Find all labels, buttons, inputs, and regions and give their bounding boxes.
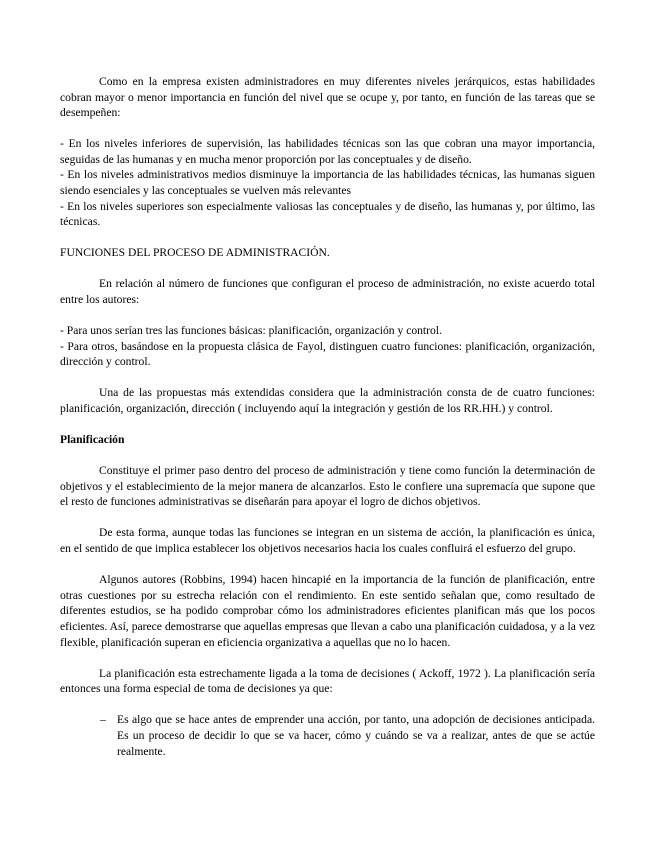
- planning-paragraph-4: La planificación esta estrechamente ligada a la toma de decisiones ( Ackoff, 1972 ). La planificación sería entonces una forma especial de toma de decisiones ya que:: [60, 666, 595, 696]
- levels-list: [60, 136, 595, 230]
- dash-bullet-icon: –: [100, 713, 106, 727]
- level-item: - En los niveles inferiores de supervisión, las habilidades técnicas son las que cobran una mayor importancia, seguidas de las humanas y en mucha menor proporción por las conceptuales y de diseño.: [60, 137, 595, 166]
- level-item: - En los niveles administrativos medios disminuye la importancia de las habilidades técnicas, las humanas siguen siendo esenciales y las conceptuales se vuelven más relevantes: [60, 168, 595, 198]
- authors-list: [60, 323, 595, 370]
- planning-paragraph-1: Constituye el primer paso dentro del proceso de administración y tiene como función la determinación de objetivos y el establecimiento de la mejor manera de alcanzarlos. Esto le confiere una supremacía que supone que el resto de funciones administrativas se diseñarán para apoyar el logro de dichos objetivos.: [60, 464, 595, 509]
- proposal-paragraph: Una de las propuestas más extendidas considera que la administración consta de de cuatro funciones: planificación, organización, dirección ( incluyendo aquí la integración y gestión de los RR.HH.) y control.: [60, 386, 595, 415]
- planning-paragraph-3: Algunos autores (Robbins, 1994) hacen hincapié en la importancia de la función de planificación, entre otras cuestiones por su estrecha relación con el rendimiento. En este sentido señalan que, como resultado de diferentes estudios, se ha podido comprobar cómo los administradores eficientes planifican más que los pocos eficientes. Así, parece demostrarse que aquellas empresas que llevan a cabo una planificación cuidadosa, y a la vez flexible, planificación superan en eficiencia organizativa a aquellas que no lo hacen.: [60, 573, 595, 649]
- author-item: - Para otros, basándose en la propuesta clásica de Fayol, distinguen cuatro funciones: planificación, organización, dirección y control.: [60, 339, 595, 369]
- bullet-text: Es algo que se hace antes de emprender una acción, por tanto, una adopción de decisiones anticipada. Es un proceso de decidir lo que se va hacer, cómo y cuándo se va a realizar, antes de que se actúe realmente.: [117, 713, 595, 758]
- functions-paragraph: En relación al número de funciones que configuran el proceso de administración, no existe acuerdo total entre los autores:: [60, 277, 595, 307]
- subheading-planificacion: Planificación: [60, 433, 125, 447]
- intro-paragraph: Como en la empresa existen administradores en muy diferentes niveles jerárquicos, estas habilidades cobran mayor o menor importancia en función del nivel que se ocupe y, por tanto, en función de las tareas que se desempeñen:: [60, 75, 595, 120]
- planning-paragraph-2: De esta forma, aunque todas las funciones se integran en un sistema de acción, la planificación es única, en el sentido de que implica establecer los objetivos necesarios hacia los cuales confluirá el esfuerzo del grupo.: [60, 526, 595, 556]
- section-title: FUNCIONES DEL PROCESO DE ADMINISTRACIÓN.: [60, 246, 330, 260]
- level-item: - En los niveles superiores son especialmente valiosas las conceptuales y de diseño, las humanas y, por último, las técnicas.: [60, 199, 595, 229]
- decision-bullets: [60, 712, 595, 759]
- author-item: - Para unos serían tres las funciones básicas: planificación, organización y control.: [60, 324, 442, 338]
- list-item: [60, 712, 595, 759]
